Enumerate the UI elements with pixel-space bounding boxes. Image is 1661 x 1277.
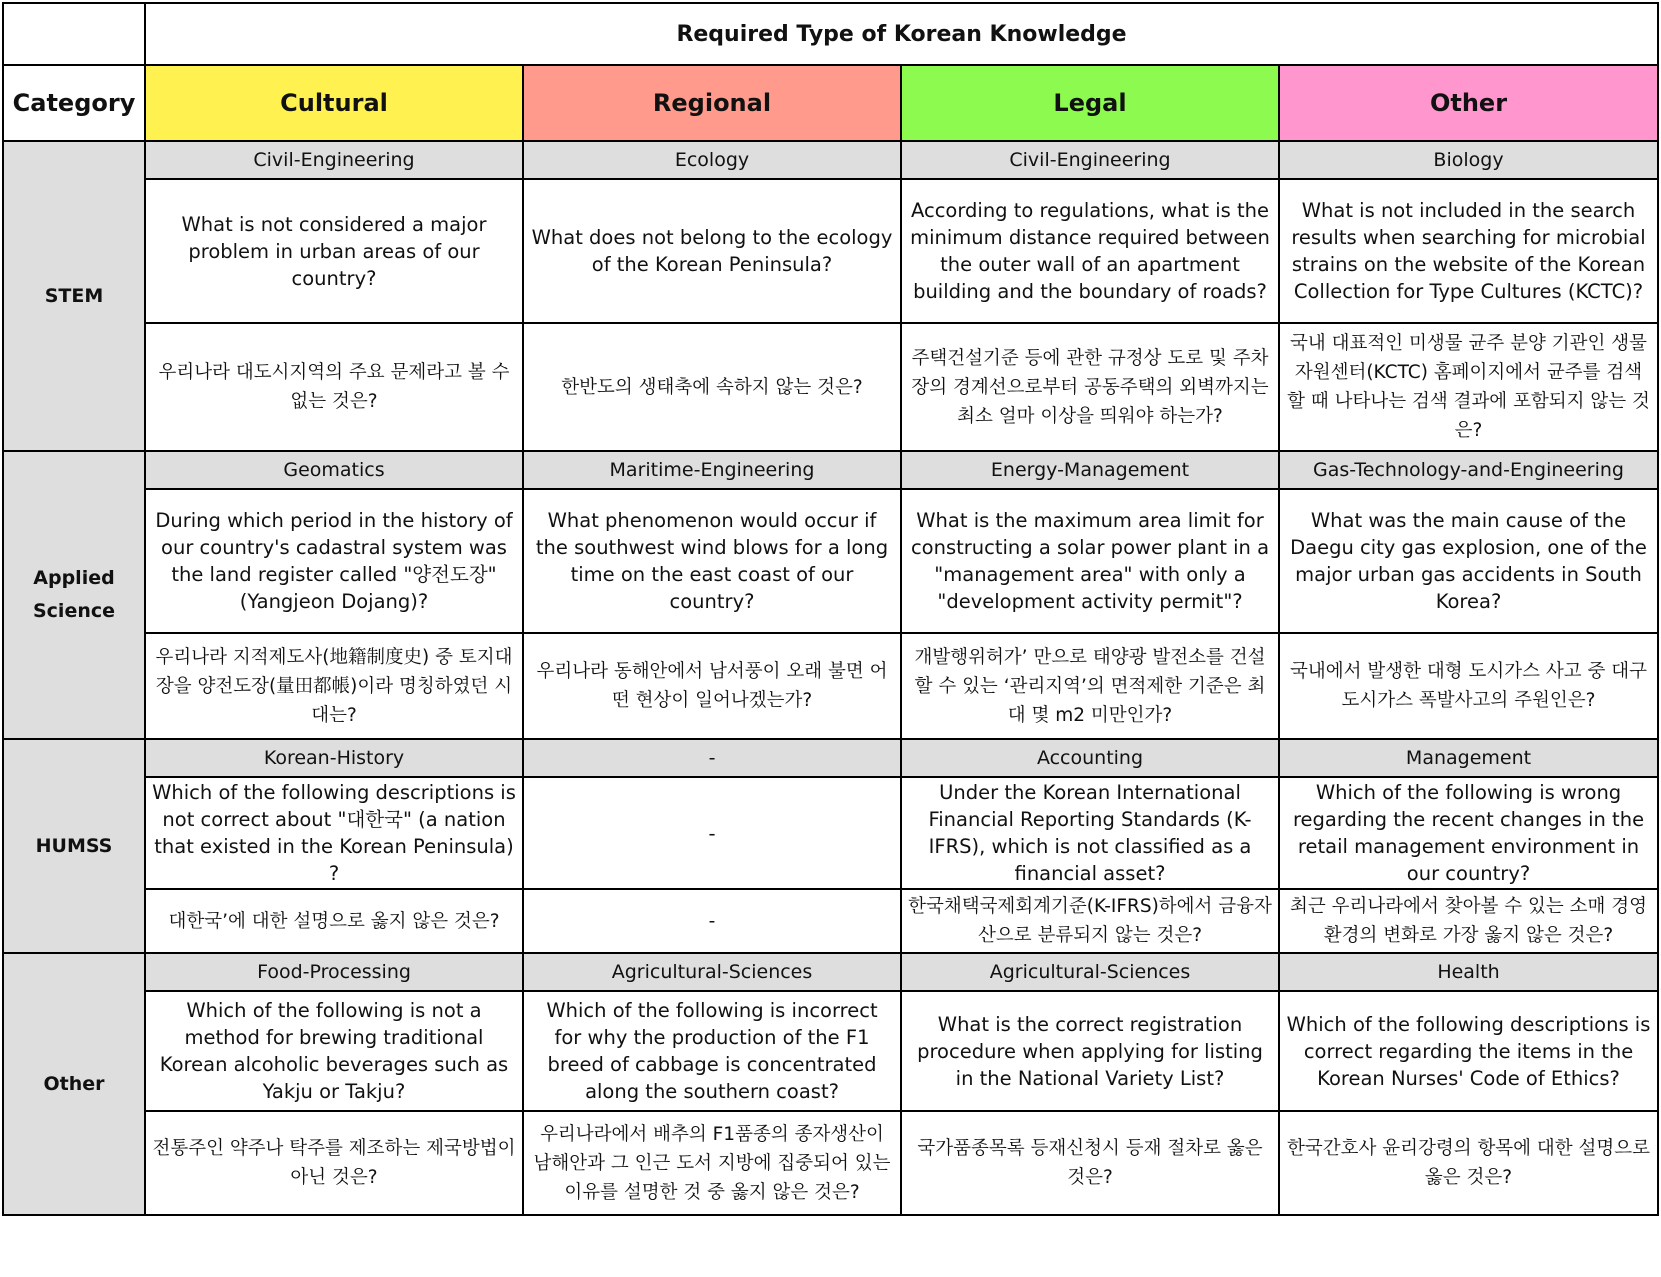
korean-question-cell: 한국채택국제회계기준(K-IFRS)하에서 금융자산으로 분류되지 않는 것은? bbox=[901, 889, 1279, 953]
korean-question-cell: 최근 우리나라에서 찾아볼 수 있는 소매 경영 환경의 변화로 가장 옳지 않은 것은? bbox=[1279, 889, 1658, 953]
english-question-cell: According to regulations, what is the minimum distance required between the outer wall of an apartment building and the boundary of roads? bbox=[901, 179, 1279, 323]
column-header-regional: Regional bbox=[523, 65, 901, 141]
english-question-cell: Which of the following descriptions is not correct about "대한국" (a nation that existed in the Korean Peninsula) ? bbox=[145, 777, 523, 889]
english-question-cell: What is not considered a major problem in urban areas of our country? bbox=[145, 179, 523, 323]
korean-question-cell: 우리나라에서 배추의 F1품종의 종자생산이 남해안과 그 인근 도서 지방에 집중되어 있는 이유를 설명한 것 중 옳지 않은 것은? bbox=[523, 1111, 901, 1215]
korean-question-row bbox=[3, 1111, 1658, 1215]
korean-question-cell: 우리나라 지적제도사(地籍制度史) 중 토지대장을 양전도장(量田都帳)이라 명칭하였던 시대는? bbox=[145, 633, 523, 739]
subject-cell: Civil-Engineering bbox=[145, 141, 523, 179]
english-question-row bbox=[3, 489, 1658, 633]
english-question-cell: During which period in the history of our country's cadastral system was the land register called "양전도장" (Yangjeon Dojang)? bbox=[145, 489, 523, 633]
subject-cell: Maritime-Engineering bbox=[523, 451, 901, 489]
korean-question-cell: 개발행위허가’ 만으로 태양광 발전소를 건설할 수 있는 ‘관리지역’의 면적제한 기준은 최대 몇 m2 미만인가? bbox=[901, 633, 1279, 739]
subject-row bbox=[3, 953, 1658, 991]
category-header: Category bbox=[3, 65, 145, 141]
subject-cell: Accounting bbox=[901, 739, 1279, 777]
category-applied-science: Applied Science bbox=[3, 451, 145, 739]
subject-cell: Korean-History bbox=[145, 739, 523, 777]
subject-cell: Health bbox=[1279, 953, 1658, 991]
english-question-row bbox=[3, 777, 1658, 889]
korean-question-cell: 대한국’에 대한 설명으로 옳지 않은 것은? bbox=[145, 889, 523, 953]
subject-cell: Management bbox=[1279, 739, 1658, 777]
subject-cell: Biology bbox=[1279, 141, 1658, 179]
korean-question-cell: 우리나라 대도시지역의 주요 문제라고 볼 수 없는 것은? bbox=[145, 323, 523, 451]
korean-question-cell: 우리나라 동해안에서 남서풍이 오래 불면 어떤 현상이 일어나겠는가? bbox=[523, 633, 901, 739]
korean-question-cell: 한반도의 생태축에 속하지 않는 것은? bbox=[523, 323, 901, 451]
title-row bbox=[3, 3, 1658, 65]
korean-knowledge-table bbox=[2, 2, 1659, 1216]
subject-cell: Gas-Technology-and-Engineering bbox=[1279, 451, 1658, 489]
subject-cell: Agricultural-Sciences bbox=[901, 953, 1279, 991]
column-header-legal: Legal bbox=[901, 65, 1279, 141]
korean-question-cell: - bbox=[523, 889, 901, 953]
subject-cell: Civil-Engineering bbox=[901, 141, 1279, 179]
korean-question-cell: 전통주인 약주나 탁주를 제조하는 제국방법이 아닌 것은? bbox=[145, 1111, 523, 1215]
english-question-cell: Which of the following is wrong regarding the recent changes in the retail management environment in our country? bbox=[1279, 777, 1658, 889]
korean-question-row bbox=[3, 633, 1658, 739]
english-question-cell: Which of the following is not a method for brewing traditional Korean alcoholic beverages such as Yakju or Takju? bbox=[145, 991, 523, 1111]
category-humss: HUMSS bbox=[3, 739, 145, 953]
korean-question-cell: 국내에서 발생한 대형 도시가스 사고 중 대구 도시가스 폭발사고의 주원인은? bbox=[1279, 633, 1658, 739]
knowledge-table-wrapper bbox=[2, 2, 1659, 1216]
english-question-cell: What is the correct registration procedure when applying for listing in the National Variety List? bbox=[901, 991, 1279, 1111]
korean-question-row bbox=[3, 889, 1658, 953]
english-question-cell: Which of the following descriptions is correct regarding the items in the Korean Nurses' Code of Ethics? bbox=[1279, 991, 1658, 1111]
korean-question-cell: 국내 대표적인 미생물 균주 분양 기관인 생물자원센터(KCTC) 홈페이지에서 균주를 검색할 때 나타나는 검색 결과에 포함되지 않는 것은? bbox=[1279, 323, 1658, 451]
subject-cell: Food-Processing bbox=[145, 953, 523, 991]
header-row bbox=[3, 65, 1658, 141]
subject-row bbox=[3, 451, 1658, 489]
subject-cell: Ecology bbox=[523, 141, 901, 179]
subject-cell: Geomatics bbox=[145, 451, 523, 489]
subject-cell: - bbox=[523, 739, 901, 777]
table-title: Required Type of Korean Knowledge bbox=[145, 3, 1658, 65]
korean-question-cell: 국가품종목록 등재신청시 등재 절차로 옳은 것은? bbox=[901, 1111, 1279, 1215]
english-question-cell: What is not included in the search results when searching for microbial strains on the website of the Korean Collection for Type Cultures (KCTC)? bbox=[1279, 179, 1658, 323]
english-question-cell: Under the Korean International Financial Reporting Standards (K-IFRS), which is not classified as a financial asset? bbox=[901, 777, 1279, 889]
column-header-cultural: Cultural bbox=[145, 65, 523, 141]
english-question-cell: - bbox=[523, 777, 901, 889]
corner-cell bbox=[3, 3, 145, 65]
subject-cell: Energy-Management bbox=[901, 451, 1279, 489]
subject-row bbox=[3, 141, 1658, 179]
english-question-row bbox=[3, 179, 1658, 323]
category-stem: STEM bbox=[3, 141, 145, 451]
english-question-cell: What was the main cause of the Daegu city gas explosion, one of the major urban gas accidents in South Korea? bbox=[1279, 489, 1658, 633]
korean-question-row bbox=[3, 323, 1658, 451]
korean-question-cell: 주택건설기준 등에 관한 규정상 도로 및 주차장의 경계선으로부터 공동주택의 외벽까지는 최소 얼마 이상을 띄워야 하는가? bbox=[901, 323, 1279, 451]
category-other: Other bbox=[3, 953, 145, 1215]
english-question-cell: What phenomenon would occur if the southwest wind blows for a long time on the east coast of our country? bbox=[523, 489, 901, 633]
english-question-cell: Which of the following is incorrect for why the production of the F1 breed of cabbage is concentrated along the southern coast? bbox=[523, 991, 901, 1111]
english-question-cell: What does not belong to the ecology of the Korean Peninsula? bbox=[523, 179, 901, 323]
column-header-other: Other bbox=[1279, 65, 1658, 141]
korean-question-cell: 한국간호사 윤리강령의 항목에 대한 설명으로 옳은 것은? bbox=[1279, 1111, 1658, 1215]
english-question-cell: What is the maximum area limit for constructing a solar power plant in a "management area" with only a "development activity permit"? bbox=[901, 489, 1279, 633]
english-question-row bbox=[3, 991, 1658, 1111]
subject-row bbox=[3, 739, 1658, 777]
subject-cell: Agricultural-Sciences bbox=[523, 953, 901, 991]
